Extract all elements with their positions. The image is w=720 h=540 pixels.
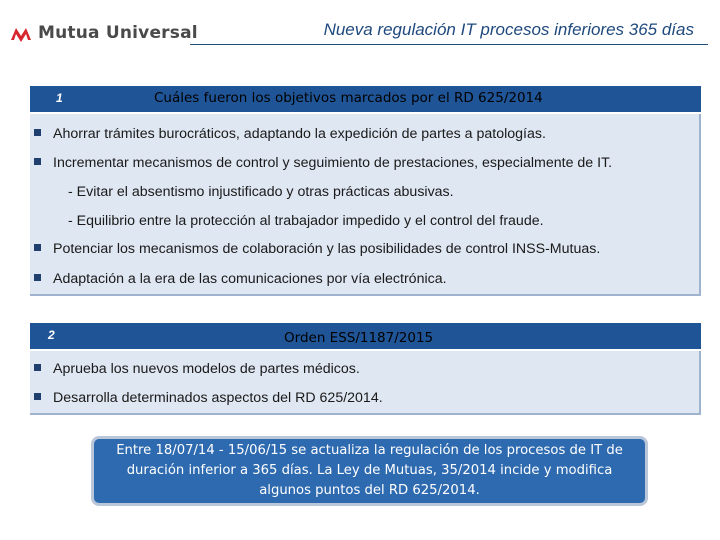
section-2-header [30, 323, 701, 349]
section-2-number: 2 [48, 328, 55, 342]
list-item: Potenciar los mecanismos de colaboración y las posibilidades de control INSS-Mutuas. [34, 241, 600, 257]
section-2-content [30, 351, 701, 415]
summary-note-text: Entre 18/07/14 - 15/06/15 se actualiza la regulación de los procesos de IT de duración inferior a 365 días. La Ley de Mutuas, 35/2014 incide y modifica algunos puntos del RD 625/2014. [116, 443, 623, 498]
slide-title: Nueva regulación IT procesos inferiores 365 días [323, 20, 694, 39]
summary-note-box [91, 436, 648, 506]
list-item: Ahorrar trámites burocráticos, adaptando la expedición de partes a patologías. [34, 126, 546, 142]
bullet-square-icon [34, 129, 41, 136]
bullet-square-icon [34, 364, 41, 371]
section-1-number: 1 [56, 91, 63, 105]
mutua-logo-icon [10, 22, 32, 44]
bullet-square-icon [34, 244, 41, 251]
bullet-square-icon [34, 274, 41, 281]
company-logo [10, 22, 198, 44]
list-item: Incrementar mecanismos de control y seguimiento de prestaciones, especialmente de IT. [34, 155, 612, 171]
section-1-content [30, 114, 701, 296]
sub-list-item: - Evitar el absentismo injustificado y otras prácticas abusivas. [68, 184, 454, 200]
sub-list-item: - Equilibrio entre la protección al trabajador impedido y el control del fraude. [68, 213, 544, 229]
bullet-square-icon [34, 158, 41, 165]
list-item: Desarrolla determinados aspectos del RD 625/2014. [34, 390, 383, 406]
list-item: Aprueba los nuevos modelos de partes médicos. [34, 361, 360, 377]
section-1-title: Cuáles fueron los objetivos marcados por el RD 625/2014 [154, 90, 543, 106]
section-1-header [30, 86, 701, 112]
section-2-title: Orden ESS/1187/2015 [284, 330, 434, 346]
list-item: Adaptación a la era de las comunicaciones por vía electrónica. [34, 271, 447, 287]
header-divider [190, 44, 708, 45]
logo-text: Mutua Universal [38, 23, 198, 43]
bullet-square-icon [34, 393, 41, 400]
